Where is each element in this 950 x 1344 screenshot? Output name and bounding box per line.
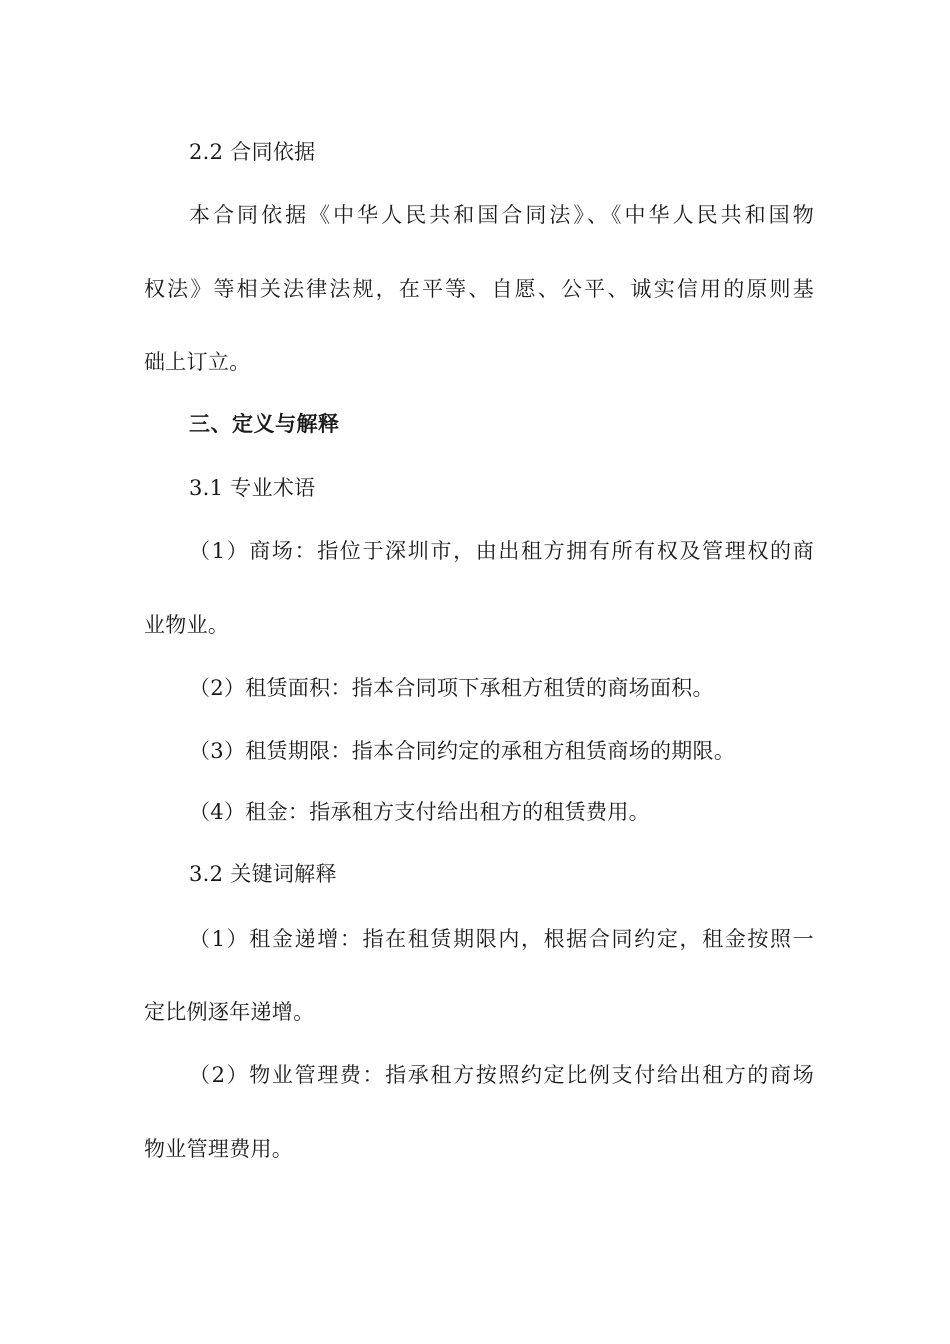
section-3-2-title: 3.2 关键词解释 — [189, 862, 337, 886]
section-3-heading: 三、定义与解释 — [189, 412, 340, 436]
term-lease-period: （3）租赁期限：指本合同约定的承租方租赁商场的期限。 — [189, 739, 736, 763]
keyword-property-fee-line-1: （2）物业管理费：指承租方按照约定比例支付给出租方的商场 — [189, 1063, 814, 1087]
keyword-rent-increase-line-2: 定比例逐年递增。 — [144, 1000, 315, 1024]
section-3-1-title: 3.1 专业术语 — [189, 476, 316, 500]
contract-basis-line-2: 权法》等相关法律法规，在平等、自愿、公平、诚实信用的原则基 — [144, 277, 814, 301]
term-rent: （4）租金：指承租方支付给出租方的租赁费用。 — [189, 800, 650, 824]
term-mall-line-1: （1）商场：指位于深圳市，由出租方拥有所有权及管理权的商 — [189, 539, 814, 563]
term-mall-line-2: 业物业。 — [144, 613, 230, 637]
keyword-property-fee-line-2: 物业管理费用。 — [144, 1137, 294, 1161]
contract-basis-line-3: 础上订立。 — [144, 350, 251, 374]
keyword-rent-increase-line-1: （1）租金递增：指在租赁期限内，根据合同约定，租金按照一 — [189, 927, 814, 951]
term-lease-area: （2）租赁面积：指本合同项下承租方租赁的商场面积。 — [189, 676, 714, 700]
section-2-2-title: 2.2 合同依据 — [189, 140, 316, 164]
contract-basis-line-1: 本合同依据《中华人民共和国合同法》、《中华人民共和国物 — [189, 203, 814, 227]
